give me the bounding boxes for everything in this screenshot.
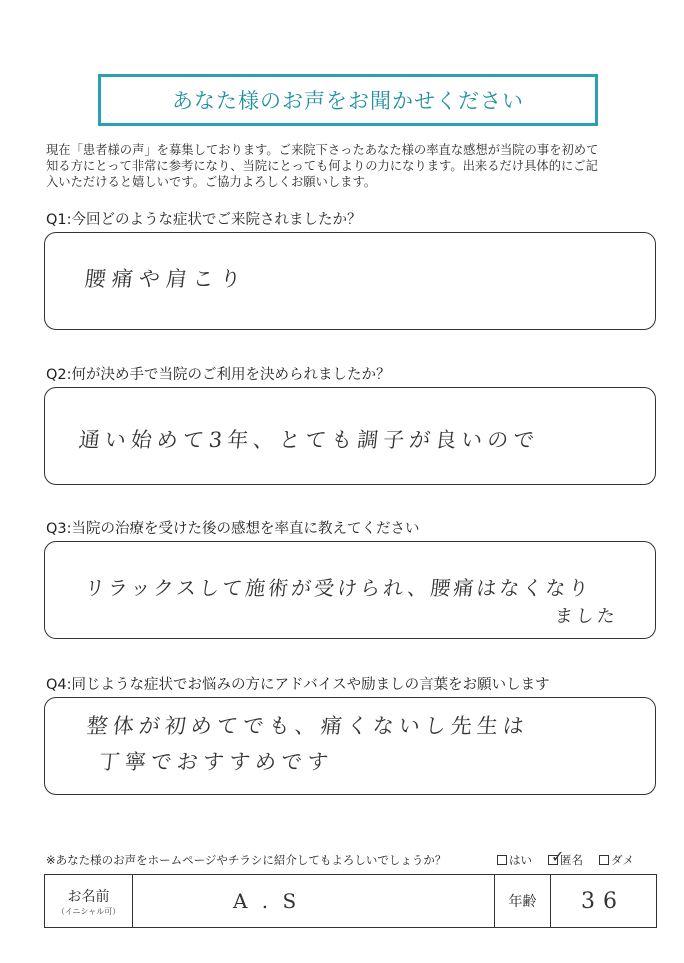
answer-box-1 — [44, 232, 656, 330]
option-yes[interactable] — [497, 852, 532, 868]
option-anonymous-label: 匿名 — [560, 853, 583, 867]
age-label-cell — [495, 875, 551, 928]
intro-line: 現在「患者様の声」を募集しております。ご来院下さったあなた様の率直な感想が当院の事を初めて — [46, 143, 599, 157]
answer-1-text: 腰痛や肩こり — [83, 267, 249, 291]
answer-3-line-1: リラックスして施術が受けられ、腰痛はなくなり — [83, 576, 593, 600]
question-2-label: Q2:何が決め手で当院のご利用を決められましたか？ — [46, 367, 391, 383]
option-yes-label: はい — [509, 853, 532, 867]
option-anonymous[interactable] — [548, 847, 583, 868]
name-sub-label: （イニシャル可） — [56, 906, 121, 916]
answer-box-2 — [44, 387, 656, 485]
answer-box-3 — [44, 541, 656, 639]
intro-text — [46, 142, 656, 190]
option-no[interactable] — [599, 852, 634, 868]
checkbox-yes[interactable] — [497, 855, 507, 865]
age-label: 年齢 — [508, 894, 537, 910]
answer-4-line-1: 整体が初めてでも、痛くないし先生は — [85, 714, 531, 738]
consent-row — [46, 847, 658, 868]
option-no-label: ダメ — [611, 853, 634, 867]
checkmark-icon: ✓ — [551, 847, 565, 866]
name-age-table — [44, 874, 657, 928]
answer-4-line-2: 丁寧でおすすめです — [97, 750, 335, 774]
intro-line: 知る方にとって非常に参考になり、当院にとっても何よりの力になります。出来るだけ具体的にご記 — [46, 159, 598, 173]
question-4-label: Q4:同じような症状でお悩みの方にアドバイスや励ましの言葉をお願いします — [46, 677, 550, 693]
consent-question: ※あなた様のお声をホームページやチラシに紹介してもよろしいでしょうか？ — [46, 853, 447, 867]
question-1-label: Q1:今回どのような症状でご来院されましたか？ — [46, 212, 362, 228]
intro-line: 入いただけると嬉しいです。ご協力よろしくお願いします。 — [46, 175, 377, 189]
age-value: 36 — [581, 888, 625, 914]
answer-3-line-2: ました — [553, 606, 619, 627]
answer-2-text: 通い始めて3年、とても調子が良いので — [77, 428, 541, 452]
form-title-text: あなた様のお声をお聞かせください — [172, 89, 524, 113]
question-3-label: Q3:当院の治療を受けた後の感想を率直に教えてください — [46, 521, 420, 537]
checkbox-no[interactable] — [599, 855, 609, 865]
name-label: お名前 — [67, 888, 110, 905]
form-title — [98, 74, 598, 126]
answer-box-4 — [44, 697, 656, 795]
checkbox-anonymous[interactable] — [548, 847, 565, 866]
name-value: A . S — [233, 889, 301, 913]
age-value-cell[interactable] — [551, 875, 657, 928]
name-value-cell[interactable] — [133, 875, 495, 928]
name-label-cell — [45, 875, 133, 928]
consent-options — [497, 847, 634, 868]
